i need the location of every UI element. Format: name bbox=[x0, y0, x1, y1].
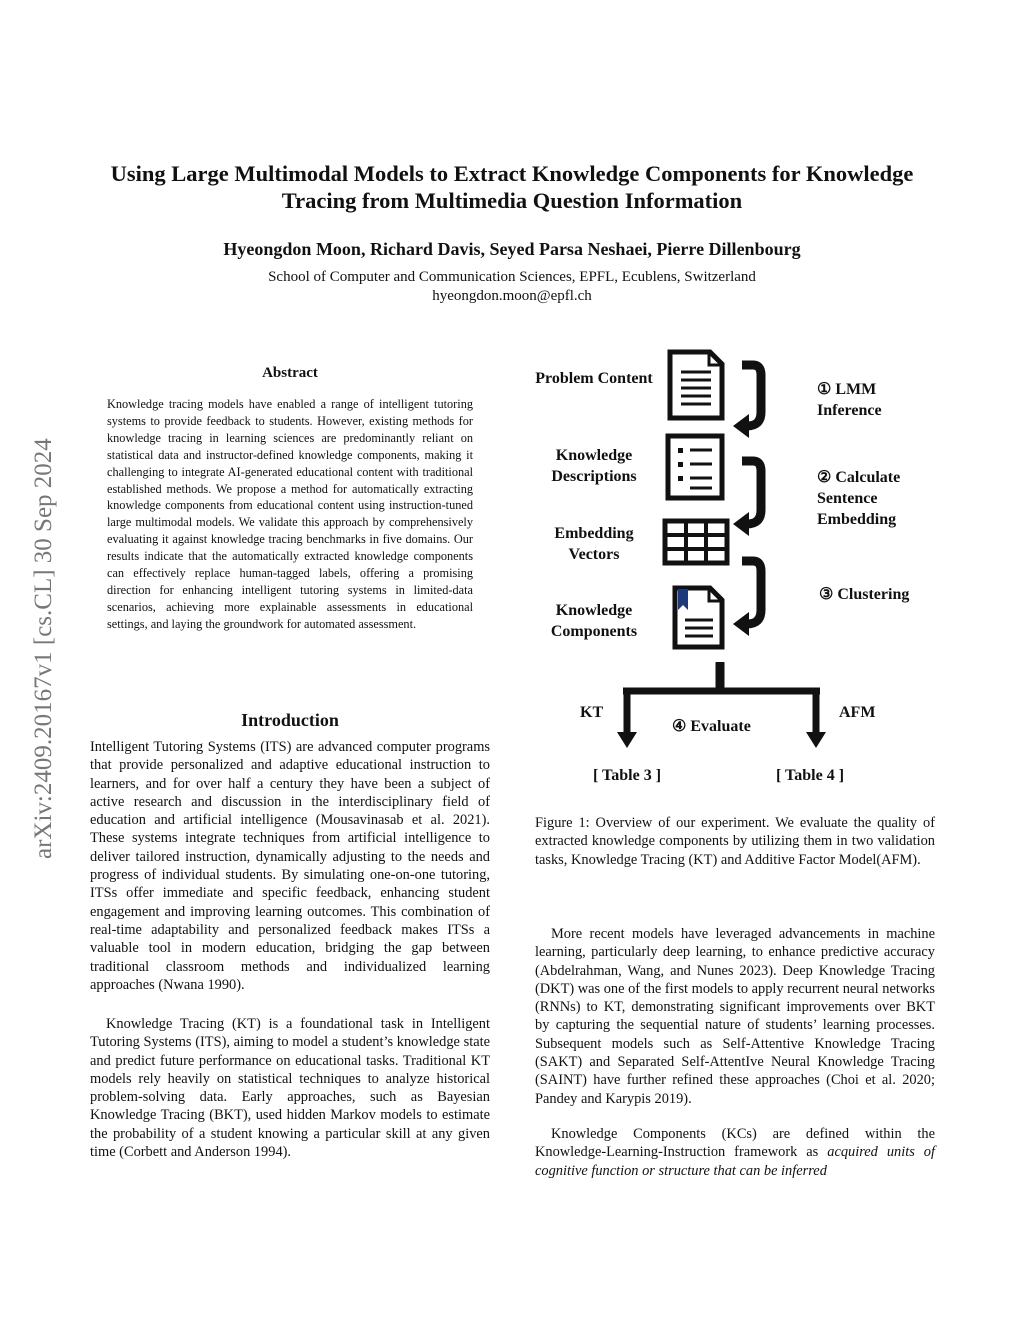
document-icon bbox=[670, 352, 722, 418]
label-knowledge-descriptions: Knowledge Descriptions bbox=[551, 447, 637, 485]
arxiv-identifier-stamp: arXiv:2409.20167v1 [cs.CL] 30 Sep 2024 bbox=[30, 438, 57, 859]
label-problem-content: Problem Content bbox=[535, 370, 653, 387]
abstract-heading: Abstract bbox=[262, 365, 318, 381]
branch-afm-label: AFM bbox=[839, 704, 876, 721]
table-grid-icon bbox=[665, 521, 727, 563]
author-list: Hyeongdon Moon, Richard Davis, Seyed Parsa Neshaei, Pierre Dillenbourg bbox=[223, 239, 801, 259]
table-3-reference: [ Table 3 ] bbox=[593, 767, 662, 784]
table-4-reference: [ Table 4 ] bbox=[776, 767, 845, 784]
introduction-heading: Introduction bbox=[241, 710, 339, 730]
contact-email: hyeongdon.moon@epfl.ch bbox=[432, 288, 592, 304]
figure-1-overview-diagram bbox=[535, 340, 955, 800]
step-3-label: ③ Clustering bbox=[819, 586, 910, 603]
affiliation: School of Computer and Communication Sciences, EPFL, Ecublens, Switzerland bbox=[268, 269, 756, 285]
bookmarked-document-icon bbox=[675, 588, 722, 647]
introduction-paragraph-1: Intelligent Tutoring Systems (ITS) are advanced computer programs that provide personalized and adaptive educational instruction to learners, and for over half a century they have been a subject of active research and discussion in the interdisciplinary field of education and artificial intelligence (Mousavinasab et al. 2021). These systems integrate techniques from artificial intelligence to deliver tailored instruction, dynamically adjusting to the needs and progress of individual students. By simulating one-on-one tutoring, ITSs offer immediate and specific feedback, enhancing student engagement and improving learning outcomes. This combination of real-time adaptability and personalized feedback makes ITSs a valuable tool in modern education, bridging the gap between traditional classroom methods and individualized learning approaches (Nwana 1990). bbox=[90, 739, 490, 993]
abstract-body: Knowledge tracing models have enabled a range of intelligent tutoring systems to provide feedback to students. However, existing methods for knowledge tracing in learning sciences are predominantly reliant on statistical data and instructor-defined knowledge components, making it challenging to integrate AI-generated educational content with traditional established methods. We propose a method for automatically extracting knowledge components from educational content using instruction-tuned large multimodal models. We validate this approach by comprehensively evaluating it against knowledge tracing benchmarks in five domains. Our results indicate that the automatically extracted knowledge components can effectively replace human-tagged labels, offering a promising direction for enhancing intelligent tutoring systems in limited-data scenarios, achieving more explainable assessments in educational settings, and laying the groundwork for automated assessment. bbox=[107, 397, 473, 631]
step-2-arrow bbox=[733, 461, 761, 536]
branch-kt-label: KT bbox=[580, 704, 604, 721]
step-1-label: ① LMM Inference bbox=[817, 381, 882, 419]
step-4-label: ④ Evaluate bbox=[672, 718, 751, 735]
list-icon bbox=[668, 436, 722, 498]
kc-definition-italic: acquired units of cognitive function or structure that can be inferred bbox=[535, 1144, 935, 1179]
kc-definition-lead: Knowledge Components (KCs) are defined within the Knowledge-Learning-Instruction framework as bbox=[535, 1126, 935, 1161]
label-knowledge-components: Knowledge Components bbox=[550, 602, 638, 640]
figure-1-caption: Figure 1: Overview of our experiment. We evaluate the quality of extracted knowledge components by utilizing them in two validation tasks, Knowledge Tracing (KT) and Additive Factor Model(AFM). bbox=[535, 815, 935, 868]
right-column-paragraph-1: More recent models have leveraged advancements in machine learning, particularly deep learning, to enhance predictive accuracy (Abdelrahman, Wang, and Nunes 2023). Deep Knowledge Tracing (DKT) was one of the first models to apply recurrent neural networks (RNNs) to KT, demonstrating significant improvements over BKT by capturing the sequential nature of students’ learning processes. Subsequent models such as Self-Attentive Knowledge Tracing (SAKT) and Separated Self-AttentIve Neural Knowledge Tracing (SAINT) have further refined these approaches (Choi et al. 2020; Pandey and Karypis 2019). bbox=[535, 926, 936, 1107]
step-2-label: ② Calculate Sentence Embedding bbox=[817, 469, 901, 528]
paper-title: Using Large Multimodal Models to Extract Knowledge Components for Knowledge Tracing from Multimedia Question Information bbox=[110, 161, 914, 213]
label-embedding-vectors: Embedding Vectors bbox=[554, 525, 634, 563]
right-column-paragraph-2 bbox=[535, 1125, 935, 1180]
introduction-paragraph-2: Knowledge Tracing (KT) is a foundational task in Intelligent Tutoring Systems (ITS), aiming to model a student’s knowledge state and predict future performance on educational tasks. Traditional KT models rely heavily on statistical techniques to analyze historical problem-solving data. Early approaches, such as Bayesian Knowledge Tracing (BKT), used hidden Markov models to estimate the probability of a student knowing a particular skill at any given time (Corbett and Anderson 1994). bbox=[90, 1016, 490, 1161]
step-1-arrow bbox=[733, 365, 761, 438]
step-3-arrow bbox=[733, 561, 761, 636]
